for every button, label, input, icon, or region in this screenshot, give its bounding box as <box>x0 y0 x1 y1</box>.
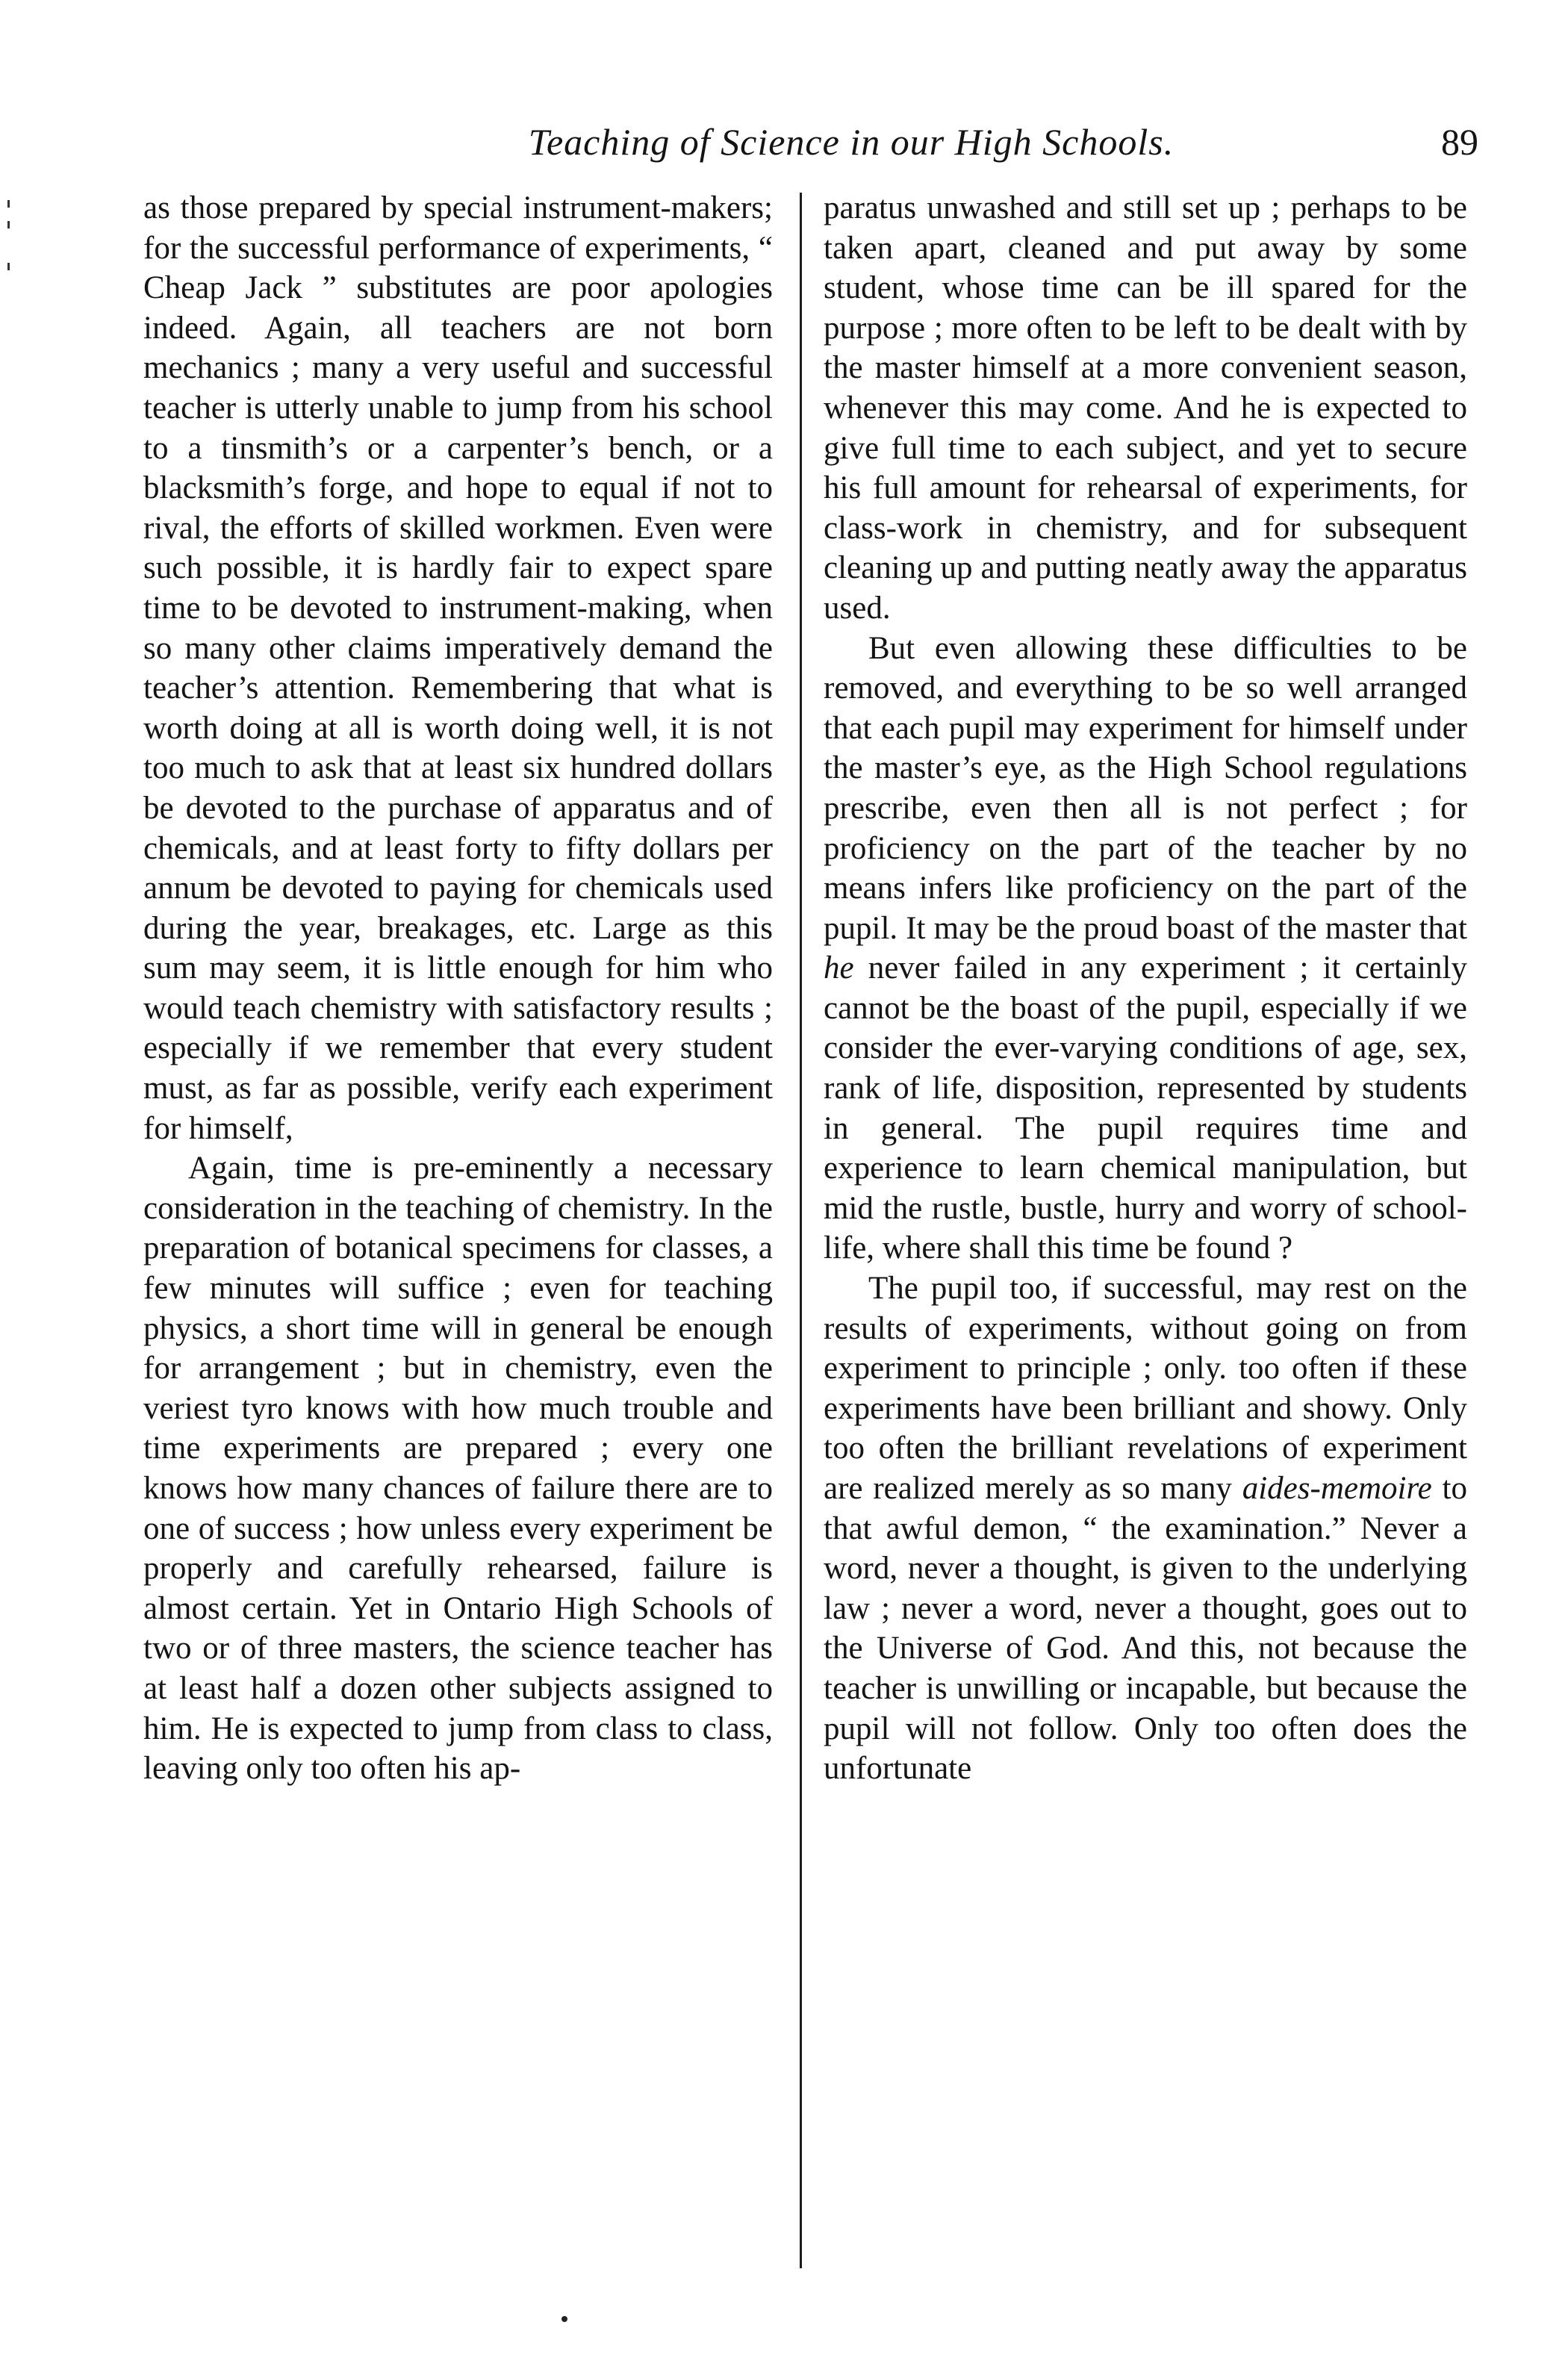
edge-mark <box>7 263 10 270</box>
text-run: The pupil too, if successful, may rest on the results of experiments, without going on from experiment to principle ; only. too often if these experiments have been brilliant and showy. Only too often the brilliant revelations of experiment are realized merely as so many <box>824 1271 1467 1506</box>
column-divider <box>800 193 802 2268</box>
running-title: Teaching of Science in our High Schools. <box>528 121 1175 163</box>
paragraph: paratus unwashed and still set up ; perhaps to be taken apart, cleaned and put away by some student, whose time can be ill spared for the purpose ; more often to be left to be dealt with by the master himself at a more convenient season, whenever this may come. And he is expected to give full time to each subject, and yet to secure his full amount for rehearsal of experiments, for class-work in chemistry, and for subsequent cleaning up and putting neatly away the apparatus used. <box>824 190 1467 626</box>
edge-mark <box>7 200 10 208</box>
page-number: 89 <box>1441 121 1478 163</box>
text-run: But even allowing these difficulties to be removed, and everything to be so well arranged that each pupil may experiment for himself under the master’s eye, as the High School regulations prescribe, even then all is not perfect ; for proficiency on the part of the teacher by no means infers like proficiency on the part of the pupil. It may be the proud boast of the master that <box>824 630 1467 946</box>
left-column <box>143 188 773 1789</box>
emphasis: he <box>824 950 854 986</box>
paragraph <box>824 1269 1467 1789</box>
text-run: to that awful demon, “ the examination.” Never a word, never a thought, is given to the underlying law ; never a word, never a thought, goes out to the Universe of God. And this, not because the teacher is unwilling or incapable, but because the pupil will not follow. Only too often does the unfortunate <box>824 1471 1468 1787</box>
edge-mark <box>7 221 10 228</box>
page-header <box>134 112 1478 172</box>
paragraph: Again, time is pre-eminently a necessary consideration in the teaching of chemistry. In the preparation of botanical specimens for classes, a few minutes will suffice ; even for teaching physics, a short time will in general be enough for arrangement ; but in chemistry, even the veriest tyro knows with how much trouble and time experiments are prepared ; every one knows how many chances of failure there are to one of success ; how unless every experiment be properly and carefully rehearsed, failure is almost certain. Yet in Ontario High Schools of two or of three masters, the science teacher has at least half a dozen other subjects assigned to him. He is expected to jump from class to class, leaving only too often his ap- <box>143 1151 773 1787</box>
right-column <box>824 188 1467 1789</box>
printer-mark <box>561 2316 567 2322</box>
paragraph <box>824 629 1467 1269</box>
text-run: never failed in any experiment ; it certainly cannot be the boast of the pupil, especially if we consider the ever-varying conditions of age, sex, rank of life, disposition, represented by students in general. The pupil requires time and experience to learn chemical manipulation, but mid the rustle, bustle, hurry and worry of school-life, where shall this time be found ? <box>824 950 1467 1266</box>
emphasis: aides-memoire <box>1242 1471 1432 1506</box>
paragraph: as those prepared by special instrument-makers; for the successful performance of experiments, “ Cheap Jack ” substitutes are poor apologies indeed. Again, all teachers are not born mechanics ; many a very useful and successful teacher is utterly unable to jump from his school to a tinsmith’s or a carpenter’s bench, or a blacksmith’s forge, and hope to equal if not to rival, the efforts of skilled workmen. Even were such possible, it is hardly fair to expect spare time to be devoted to instrument-making, when so many other claims imperatively demand the teacher’s attention. Remembering that what is worth doing at all is worth doing well, it is not too much to ask that at least six hundred dollars be devoted to the purchase of apparatus and of chemicals, and at least forty to fifty dollars per annum be devoted to paying for chemicals used during the year, breakages, etc. Large as this sum may seem, it is little enough for him who would teach chemistry with satisfactory results ; especially if we remember that every student must, as far as possible, verify each experiment for himself, <box>143 190 773 1146</box>
